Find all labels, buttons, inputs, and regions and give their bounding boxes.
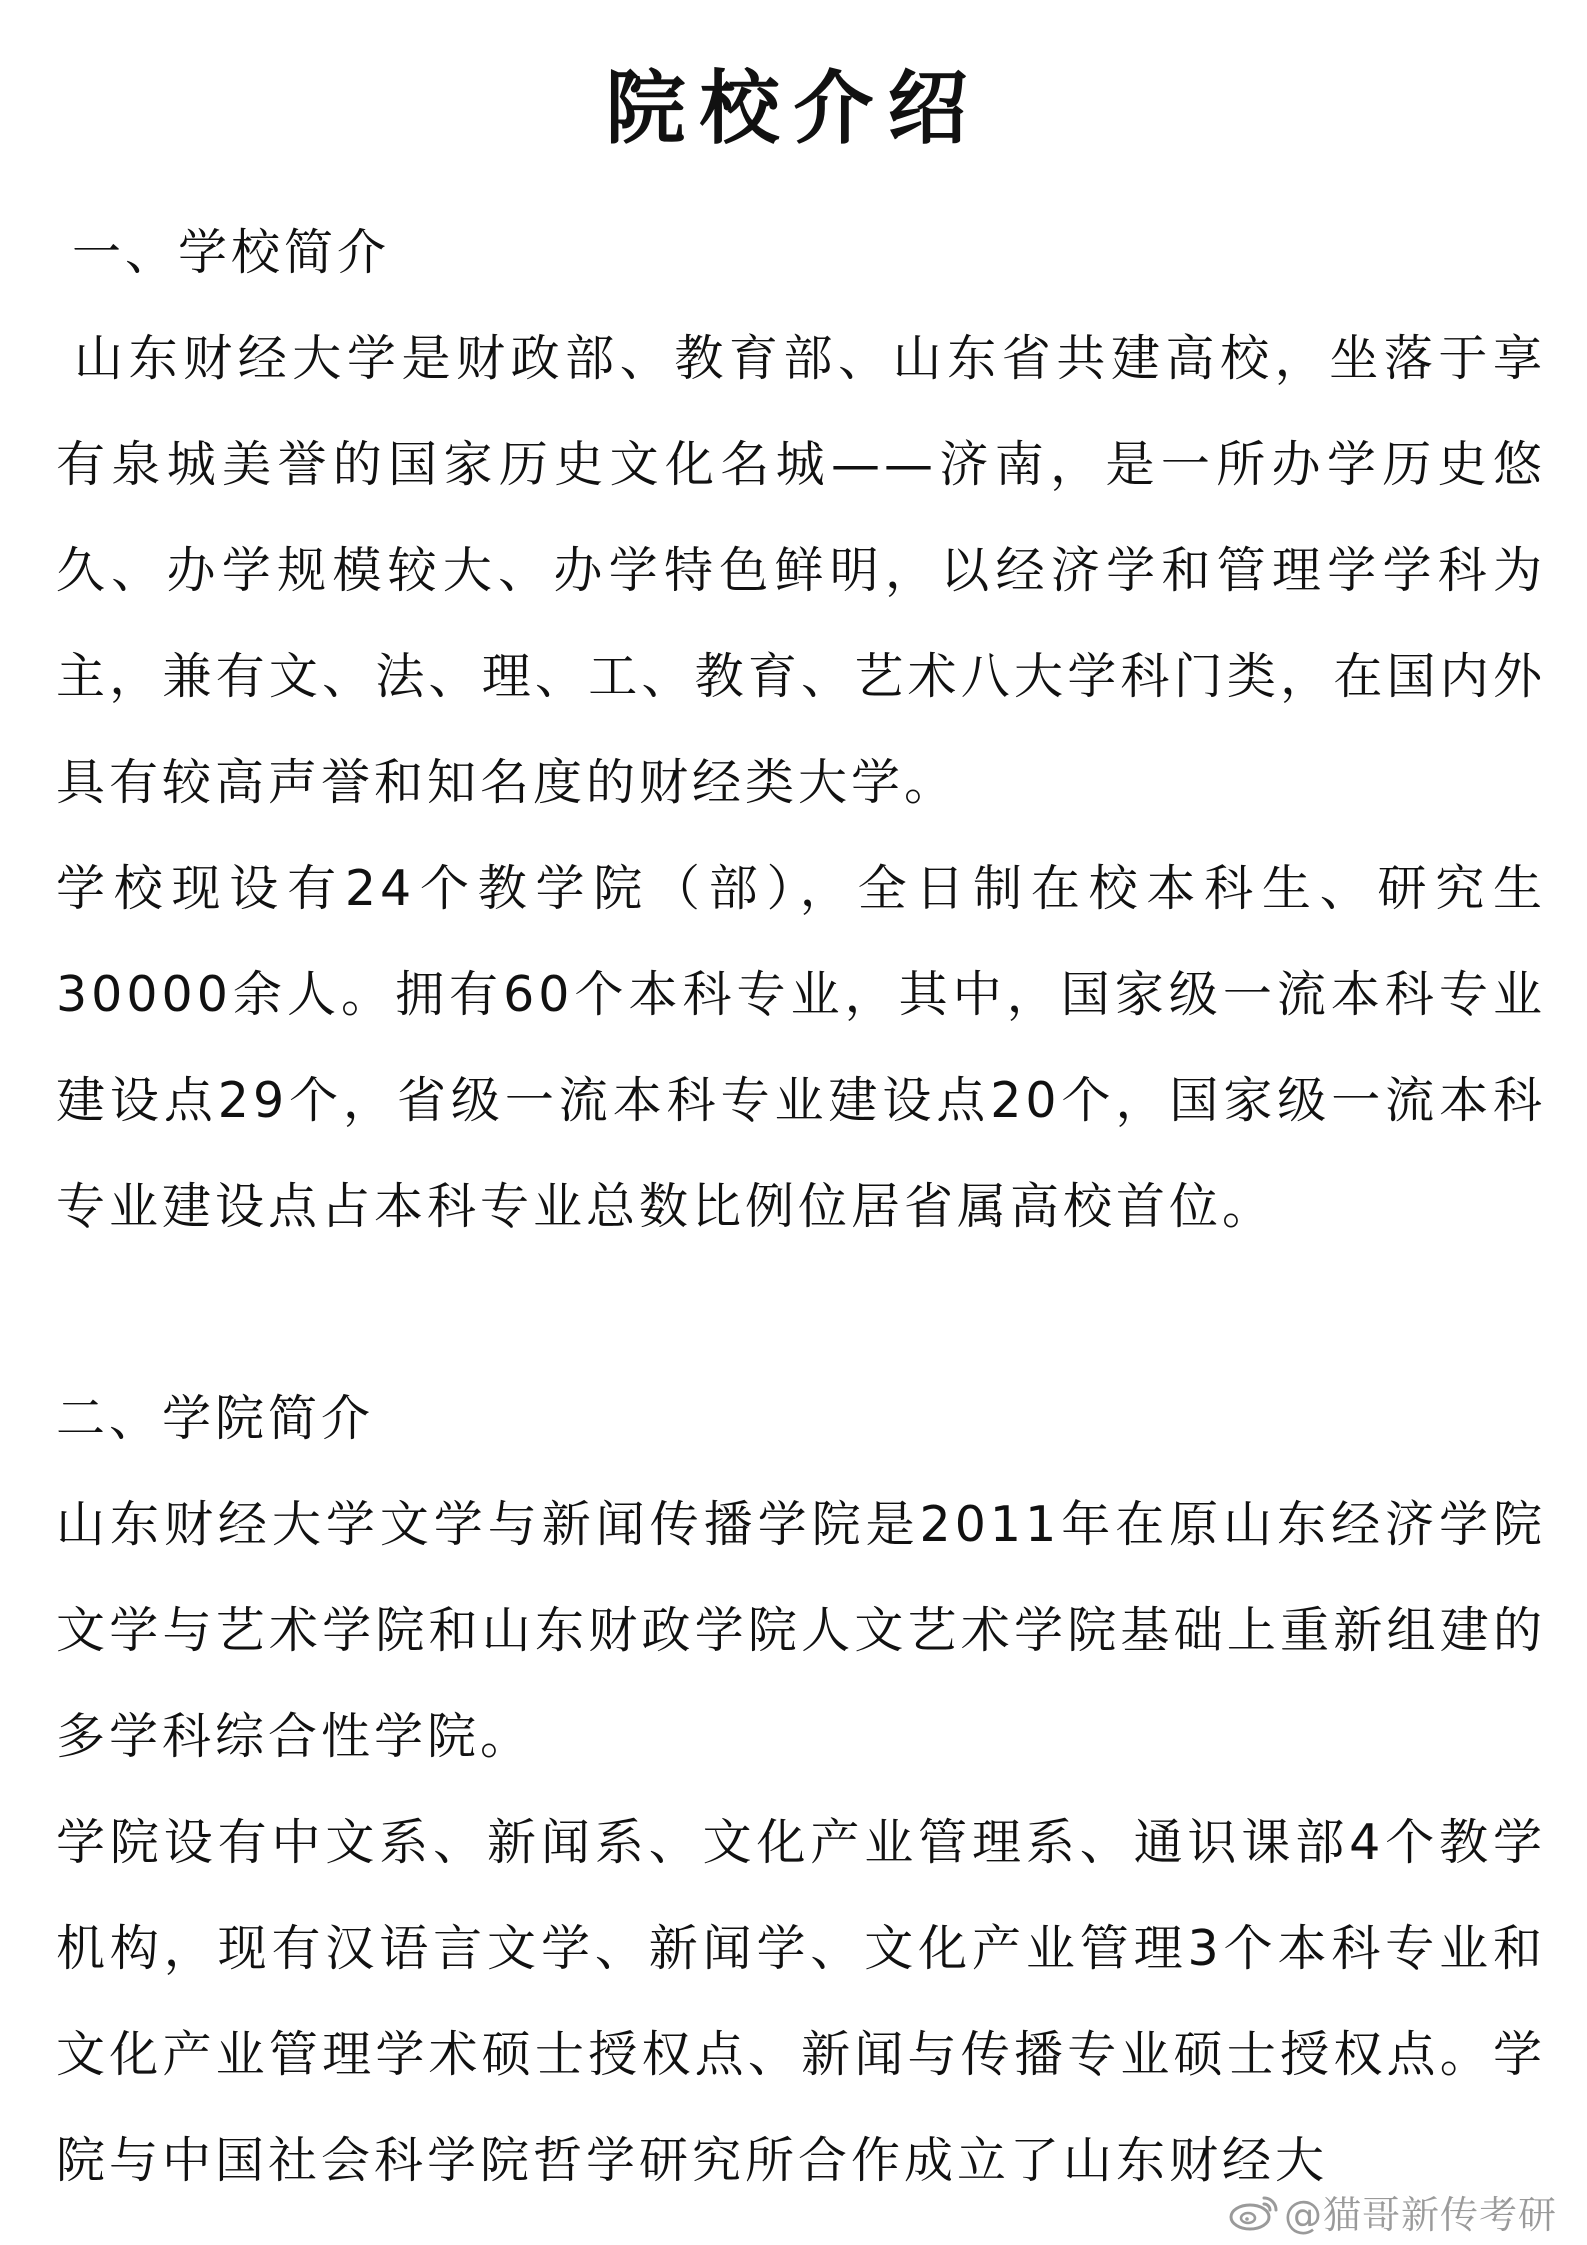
paragraph-school-intro: 山东财经大学是财政部、教育部、山东省共建高校，坐落于享有泉城美誉的国家历史文化名城——济南，是一所办学历史悠久、办学规模较大、办学特色鲜明，以经济学和管理学学科为主，兼有文、法、理、工、教育、艺术八大学科门类，在国内外具有较高声誉和知名度的财经类大学。 bbox=[56, 330, 1546, 811]
paragraph-school-stats: 学校现设有24个教学院（部），全日制在校本科生、研究生30000余人。拥有60个本科专业，其中，国家级一流本科专业建设点29个，省级一流本科专业建设点20个，国家级一流本科专业建设点占本科专业总数比例位居省属高校首位。 bbox=[56, 860, 1546, 1235]
weibo-icon bbox=[1228, 2192, 1280, 2232]
paragraph-college-intro: 山东财经大学文学与新闻传播学院是2011年在原山东经济学院文学与艺术学院和山东财政学院人文艺术学院基础上重新组建的多学科综合性学院。 bbox=[56, 1496, 1546, 1765]
watermark bbox=[1228, 2184, 1557, 2239]
paragraph-college-departments: 学院设有中文系、新闻系、文化产业管理系、通识课部4个教学机构，现有汉语言文学、新闻学、文化产业管理3个本科专业和文化产业管理学术硕士授权点、新闻与传播专业硕士授权点。学院与中国社会科学院哲学研究所合作成立了山东财经大 bbox=[56, 1814, 1546, 2189]
watermark-text: @猫哥新传考研 bbox=[1283, 2193, 1557, 2237]
section-heading-college: 二、学院简介 bbox=[56, 1390, 375, 1447]
section-spacer bbox=[56, 1260, 1546, 1366]
section-heading-school: 一、学校简介 bbox=[72, 224, 391, 281]
document-body bbox=[56, 200, 1546, 2214]
page-title: 院校介绍 bbox=[605, 61, 982, 155]
